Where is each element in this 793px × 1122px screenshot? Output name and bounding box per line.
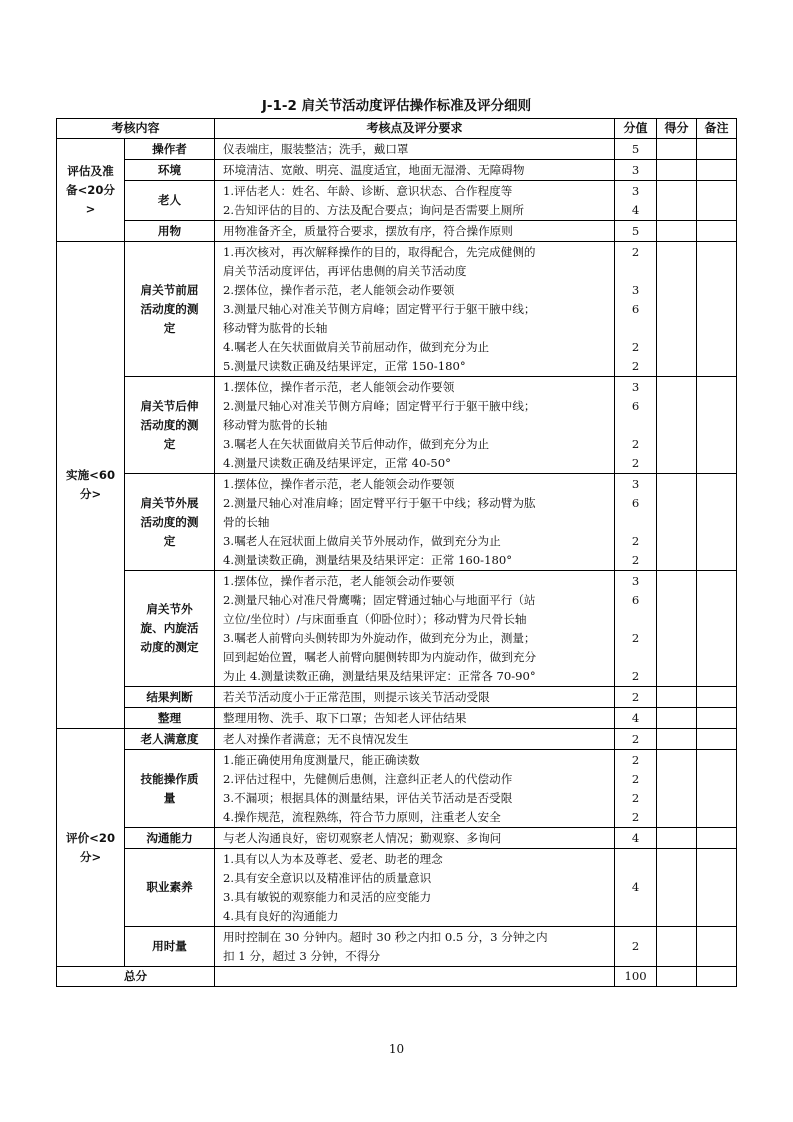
table-row	[57, 139, 737, 160]
score-cell: 4	[615, 849, 657, 927]
total-points	[657, 967, 697, 987]
requirement-line: 1.具有以人为本及尊老、爱老、助老的理念	[223, 851, 443, 866]
score-value: 2	[631, 752, 640, 767]
requirement-line: 3.不漏项；根据具体的测量结果，评估关节活动是否受限	[223, 790, 513, 805]
requirement-line: 整理用物、洗手、取下口罩；告知老人评估结果	[223, 710, 467, 725]
header-remarks: 备注	[697, 119, 737, 139]
item-name: 技能操作质量	[125, 750, 215, 828]
points-cell	[657, 927, 697, 967]
requirement-line: 为止 4.测量读数正确，测量结果及结果评定：正常各 70-90°	[223, 668, 536, 683]
score-value: 6	[631, 398, 640, 413]
requirements-cell	[215, 139, 615, 160]
points-cell	[657, 708, 697, 729]
score-cell	[615, 181, 657, 221]
item-name: 肩关节外展活动度的测定	[125, 474, 215, 571]
score-value: 2	[631, 630, 640, 645]
requirement-line: 3.具有敏锐的观察能力和灵活的应变能力	[223, 889, 432, 904]
total-score: 100	[615, 967, 657, 987]
points-cell	[657, 139, 697, 160]
table-row	[57, 221, 737, 242]
header-requirements: 考核点及评分要求	[215, 119, 615, 139]
remarks-cell	[697, 750, 737, 828]
points-cell	[657, 729, 697, 750]
score-value: 2	[631, 358, 640, 373]
item-name: 用时量	[125, 927, 215, 967]
item-name: 整理	[125, 708, 215, 729]
points-cell	[657, 160, 697, 181]
requirement-line: 4.测量尺读数正确及结果评定，正常 40-50°	[223, 455, 451, 470]
requirement-line: 3.嘱老人前臂向头侧转即为外旋动作，做到充分为止，测量；	[223, 630, 536, 645]
requirements-cell	[215, 828, 615, 849]
score-value: 3	[631, 183, 640, 198]
table-row	[57, 828, 737, 849]
table-row	[57, 181, 737, 221]
header-points: 得分	[657, 119, 697, 139]
requirement-line: 1.能正确使用角度测量尺，能正确读数	[223, 752, 420, 767]
remarks-cell	[697, 828, 737, 849]
item-name: 肩关节前屈活动度的测定	[125, 242, 215, 377]
requirements-cell	[215, 729, 615, 750]
score-value: 2	[631, 790, 640, 805]
score-cell	[615, 242, 657, 377]
score-cell: 2	[615, 687, 657, 708]
score-value: 2	[631, 533, 640, 548]
requirement-line: 若关节活动度小于正常范围，则提示该关节活动受限	[223, 689, 490, 704]
score-value: 6	[631, 301, 640, 316]
requirement-line: 回到起始位置，嘱老人前臂向腿侧转即为内旋动作，做到充分	[223, 649, 537, 664]
item-name: 结果判断	[125, 687, 215, 708]
item-name: 用物	[125, 221, 215, 242]
points-cell	[657, 377, 697, 474]
score-cell: 2	[615, 927, 657, 967]
requirements-cell	[215, 181, 615, 221]
total-label: 总分	[57, 967, 215, 987]
table-row	[57, 571, 737, 687]
requirement-line: 2.评估过程中，先健侧后患侧，注意纠正老人的代偿动作	[223, 771, 513, 786]
remarks-cell	[697, 377, 737, 474]
page-number: 10	[388, 1042, 405, 1056]
requirements-cell	[215, 708, 615, 729]
score-cell	[615, 474, 657, 571]
points-cell	[657, 221, 697, 242]
remarks-cell	[697, 571, 737, 687]
remarks-cell	[697, 242, 737, 377]
requirement-line: 环境清洁、宽敞、明亮、温度适宜，地面无湿滑、无障碍物	[223, 162, 525, 177]
requirement-line: 1.摆体位，操作者示范，老人能领会动作要领	[223, 379, 455, 394]
requirement-line: 用物准备齐全，质量符合要求，摆放有序，符合操作原则	[223, 223, 513, 238]
score-cell	[615, 377, 657, 474]
total-remarks	[697, 967, 737, 987]
requirement-line: 2.摆体位，操作者示范，老人能领会动作要领	[223, 282, 455, 297]
requirement-line: 4.具有良好的沟通能力	[223, 908, 339, 923]
remarks-cell	[697, 181, 737, 221]
requirement-line: 2.测量尺轴心对准关节侧方肩峰；固定臂平行于躯干腋中线；	[223, 398, 536, 413]
score-value: 3	[631, 282, 640, 297]
remarks-cell	[697, 139, 737, 160]
score-value: 2	[631, 455, 640, 470]
remarks-cell	[697, 221, 737, 242]
requirement-line: 与老人沟通良好，密切观察老人情况；勤观察、多询问	[223, 830, 502, 845]
requirement-line: 3.嘱老人在冠状面上做肩关节外展动作，做到充分为止	[223, 533, 501, 548]
section-prep: 评估及准备<20分>	[57, 139, 125, 242]
score-cell: 3	[615, 160, 657, 181]
score-value: 2	[631, 771, 640, 786]
section-impl: 实施<60分>	[57, 242, 125, 729]
requirement-line: 5.测量尺读数正确及结果评定，正常 150-180°	[223, 358, 466, 373]
score-cell: 5	[615, 221, 657, 242]
item-name: 环境	[125, 160, 215, 181]
remarks-cell	[697, 474, 737, 571]
total-requirements	[215, 967, 615, 987]
score-value: 3	[631, 379, 640, 394]
requirement-line: 肩关节活动度评估，再评估患侧的肩关节活动度	[223, 263, 467, 278]
remarks-cell	[697, 160, 737, 181]
points-cell	[657, 181, 697, 221]
requirement-line: 4.嘱老人在矢状面做肩关节前屈动作，做到充分为止	[223, 339, 490, 354]
requirement-line: 3.嘱老人在矢状面做肩关节后伸动作，做到充分为止	[223, 436, 490, 451]
requirement-line: 1.摆体位，操作者示范，老人能领会动作要领	[223, 476, 455, 491]
section-eval: 评价<20分>	[57, 729, 125, 967]
table-row	[57, 849, 737, 927]
requirements-cell	[215, 687, 615, 708]
score-value: 4	[631, 202, 640, 217]
score-cell	[615, 571, 657, 687]
remarks-cell	[697, 729, 737, 750]
requirement-line: 仪表端庄，服装整洁；洗手，戴口罩	[223, 141, 409, 156]
table-row	[57, 687, 737, 708]
score-value: 2	[631, 339, 640, 354]
requirement-line: 1.评估老人：姓名、年龄、诊断、意识状态、合作程度等	[223, 183, 513, 198]
requirement-line: 立位/坐位时）/与床面垂直（仰卧位时）；移动臂为尺骨长轴	[223, 611, 527, 626]
remarks-cell	[697, 687, 737, 708]
total-row	[57, 967, 737, 987]
score-cell: 4	[615, 708, 657, 729]
score-value: 2	[631, 436, 640, 451]
item-name: 职业素养	[125, 849, 215, 927]
requirements-cell	[215, 849, 615, 927]
requirements-cell	[215, 377, 615, 474]
requirements-cell	[215, 242, 615, 377]
requirements-cell	[215, 927, 615, 967]
item-name: 沟通能力	[125, 828, 215, 849]
requirement-line: 3.测量尺轴心对准关节侧方肩峰；固定臂平行于躯干腋中线；	[223, 301, 536, 316]
table-row	[57, 750, 737, 828]
header-score: 分值	[615, 119, 657, 139]
page-title: J-1-2 肩关节活动度评估操作标准及评分细则	[261, 98, 532, 114]
requirement-line: 用时控制在 30 分钟内。超时 30 秒之内扣 0.5 分，3 分钟之内	[223, 929, 548, 944]
table-row	[57, 474, 737, 571]
points-cell	[657, 750, 697, 828]
requirements-cell	[215, 221, 615, 242]
table-row	[57, 242, 737, 377]
item-name: 老人满意度	[125, 729, 215, 750]
scoring-table	[56, 118, 737, 987]
table-row	[57, 160, 737, 181]
header-row	[57, 119, 737, 139]
requirement-line: 2.测量尺轴心对准尺骨鹰嘴；固定臂通过轴心与地面平行（站	[223, 592, 536, 607]
score-value: 2	[631, 809, 640, 824]
score-value: 2	[631, 552, 640, 567]
points-cell	[657, 571, 697, 687]
score-cell: 4	[615, 828, 657, 849]
points-cell	[657, 242, 697, 377]
table-row	[57, 729, 737, 750]
remarks-cell	[697, 927, 737, 967]
requirements-cell	[215, 160, 615, 181]
requirements-cell	[215, 474, 615, 571]
score-value: 2	[631, 668, 640, 683]
table-row	[57, 708, 737, 729]
requirement-line: 2.测量尺轴心对准肩峰；固定臂平行于躯干中线；移动臂为肱	[223, 495, 536, 510]
score-value: 6	[631, 495, 640, 510]
score-cell: 2	[615, 729, 657, 750]
requirement-line: 2.具有安全意识以及精准评估的质量意识	[223, 870, 432, 885]
requirement-line: 移动臂为肱骨的长轴	[223, 320, 328, 335]
remarks-cell	[697, 708, 737, 729]
score-cell	[615, 750, 657, 828]
score-value: 3	[631, 476, 640, 491]
item-name: 老人	[125, 181, 215, 221]
requirement-line: 骨的长轴	[223, 514, 270, 529]
remarks-cell	[697, 849, 737, 927]
item-name: 肩关节后伸活动度的测定	[125, 377, 215, 474]
requirement-line: 1.再次核对，再次解释操作的目的，取得配合，先完成健侧的	[223, 244, 536, 259]
score-value: 2	[631, 244, 640, 259]
requirement-line: 4.测量读数正确，测量结果及结果评定：正常 160-180°	[223, 552, 513, 567]
points-cell	[657, 828, 697, 849]
points-cell	[657, 687, 697, 708]
requirements-cell	[215, 571, 615, 687]
score-value: 6	[631, 592, 640, 607]
requirements-cell	[215, 750, 615, 828]
requirement-line: 扣 1 分，超过 3 分钟，不得分	[223, 948, 381, 963]
item-name: 操作者	[125, 139, 215, 160]
requirement-line: 4.操作规范，流程熟练，符合节力原则，注重老人安全	[223, 809, 501, 824]
score-cell: 5	[615, 139, 657, 160]
points-cell	[657, 849, 697, 927]
table-row	[57, 377, 737, 474]
requirement-line: 1.摆体位，操作者示范，老人能领会动作要领	[223, 573, 455, 588]
requirement-line: 老人对操作者满意；无不良情况发生	[223, 731, 409, 746]
item-name: 肩关节外旋、内旋活动度的测定	[125, 571, 215, 687]
points-cell	[657, 474, 697, 571]
score-value: 3	[631, 573, 640, 588]
requirement-line: 2.告知评估的目的、方法及配合要点；询问是否需要上厕所	[223, 202, 524, 217]
table-row	[57, 927, 737, 967]
header-content: 考核内容	[57, 119, 215, 139]
requirement-line: 移动臂为肱骨的长轴	[223, 417, 328, 432]
